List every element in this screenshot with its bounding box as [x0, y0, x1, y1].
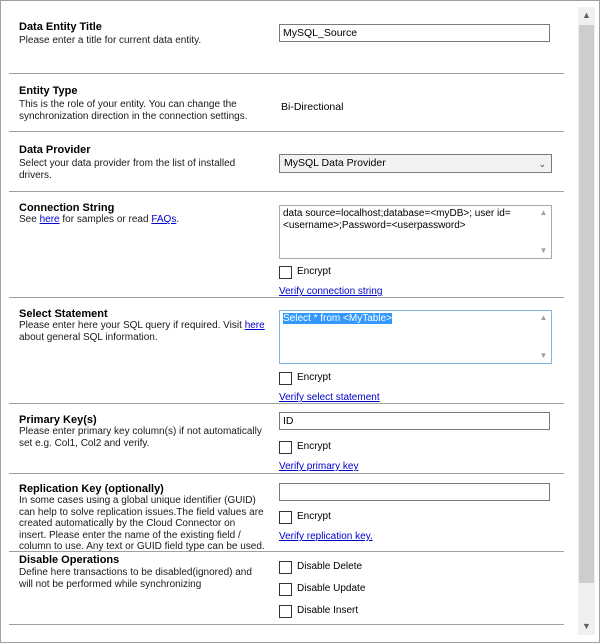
select-statement-input[interactable]: [279, 310, 552, 364]
select-sql-link[interactable]: here: [244, 320, 265, 331]
replication-description: In some cases using a global unique identifier (GUID) can help to solve replication issues.The field values are created automatically by the Cloud Connector on insert. Please enter the name of the existing field / column to use. Any text or GUID field type can be used.: [19, 495, 265, 552]
disable-update-label: Disable Update: [297, 583, 366, 594]
disable-insert-label: Disable Insert: [297, 605, 359, 616]
row-disable-operations: [9, 552, 564, 625]
scrollbar-thumb[interactable]: [579, 25, 594, 583]
primary-encrypt-label: Encrypt: [297, 441, 331, 452]
verify-replication-link[interactable]: Verify replication key.: [279, 531, 373, 542]
checkbox-icon: [279, 266, 292, 279]
row-data-entity-title: [9, 7, 564, 74]
select-encrypt-label: Encrypt: [297, 372, 331, 383]
verify-connection-link[interactable]: Verify connection string: [279, 286, 383, 297]
checkbox-icon: [279, 561, 292, 574]
provider-description: Select your data provider from the list of installed drivers.: [19, 158, 236, 181]
connection-samples-link[interactable]: here: [39, 214, 60, 225]
select-statement-text-wrap: [283, 313, 535, 325]
primary-heading: Primary Key(s): [19, 414, 97, 426]
primary-key-input[interactable]: ID: [279, 412, 550, 430]
connection-desc-pre: See: [19, 214, 40, 225]
verify-select-link[interactable]: Verify select statement: [279, 392, 380, 403]
replication-key-input[interactable]: [279, 483, 550, 501]
checkbox-icon: [279, 605, 292, 618]
checkbox-icon: [279, 441, 292, 454]
entity-type-value: Bi-Directional: [281, 101, 344, 113]
provider-select-value: MySQL Data Provider: [284, 157, 386, 169]
select-statement-text: Select * from <MyTable>: [283, 313, 392, 324]
connection-desc-mid: for samples or read: [59, 214, 152, 225]
provider-heading: Data Provider: [19, 144, 91, 156]
connection-string-input[interactable]: [279, 205, 552, 259]
connection-encrypt-label: Encrypt: [297, 266, 331, 277]
checkbox-icon: [279, 583, 292, 596]
replication-encrypt-label: Encrypt: [297, 511, 331, 522]
chevron-down-icon: ⌄: [538, 159, 546, 169]
row-select-statement: [9, 298, 564, 404]
title-description: Please enter a title for current data entity.: [19, 35, 202, 46]
connection-heading: Connection String: [19, 202, 115, 214]
row-connection-string: [9, 192, 564, 298]
checkbox-icon: [279, 372, 292, 385]
connection-string-text: data source=localhost;database=<myDB>; user id=<username>;Password=<userpassword>: [283, 208, 511, 231]
select-scrollbar[interactable]: [537, 312, 550, 362]
row-data-provider: [9, 132, 564, 192]
row-replication-key: [9, 474, 564, 552]
connection-description: [19, 214, 265, 226]
scroll-down-icon[interactable]: ▼: [539, 351, 548, 360]
checkbox-icon: [279, 511, 292, 524]
scroll-down-icon[interactable]: ▼: [539, 246, 548, 255]
replication-heading: Replication Key (optionally): [19, 483, 164, 495]
primary-description: Please enter primary key column(s) if not automatically set e.g. Col1, Col2 and verify.: [19, 426, 262, 449]
select-description: [19, 320, 265, 343]
vertical-scrollbar[interactable]: [578, 7, 595, 635]
disable-delete-label: Disable Delete: [297, 561, 363, 572]
title-input[interactable]: MySQL_Source: [279, 24, 550, 42]
verify-primary-link[interactable]: Verify primary key: [279, 461, 359, 472]
settings-panel: [9, 7, 572, 635]
connection-faqs-link[interactable]: FAQs: [151, 214, 177, 225]
scroll-up-icon[interactable]: ▲: [582, 10, 591, 20]
disable-description: Define here transactions to be disabled(ignored) and will not be performed while synchronizing: [19, 567, 252, 590]
provider-select[interactable]: [279, 154, 552, 173]
row-entity-type: [9, 74, 564, 132]
entity-type-description: This is the role of your entity. You can change the synchronization direction in the connection settings.: [19, 99, 248, 122]
select-heading: Select Statement: [19, 308, 108, 320]
scroll-up-icon[interactable]: ▲: [539, 208, 548, 217]
connection-scrollbar[interactable]: [537, 207, 550, 257]
scroll-down-icon[interactable]: ▼: [582, 621, 591, 631]
connection-desc-post: .: [176, 214, 180, 225]
select-desc-post: about general SQL information.: [19, 331, 158, 343]
entity-type-heading: Entity Type: [19, 85, 78, 97]
row-primary-keys: [9, 404, 564, 474]
select-desc-pre: Please enter here your SQL query if required. Visit: [19, 320, 245, 331]
disable-heading: Disable Operations: [19, 554, 120, 566]
scroll-up-icon[interactable]: ▲: [539, 313, 548, 322]
title-heading: Data Entity Title: [19, 21, 102, 33]
